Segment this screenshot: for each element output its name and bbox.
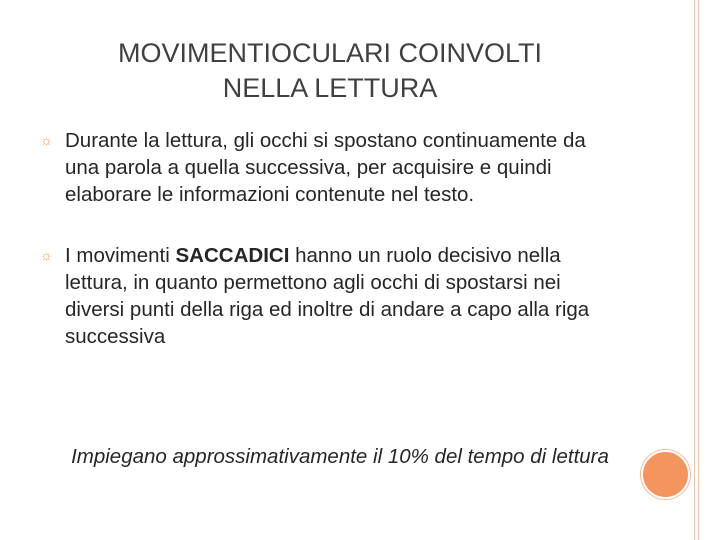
bullet-item [40,127,620,208]
bullet-text: Durante la lettura, gli occhi si spostano continuamente da una parola a quella successiva, per acquisire e quindi elaborare le informazioni contenute nel testo. [65,129,586,206]
bullet-text-before: I movimenti [65,244,176,267]
decorative-rule-outer [694,0,695,540]
bullet-emphasis: SACCADICI [175,244,290,267]
italic-note: Impiegano approssimativamente il 10% del tempo di lettura [71,445,609,468]
slide-title-line-2: NELLA LETTURA [222,73,438,103]
decorative-circle [641,450,690,499]
bullet-text-after: hanno un ruolo decisivo nella lettura, in quanto permettono agli occhi di spostarsi nei diversi punti della riga ed inoltre di andare a capo alla riga successiva [65,244,590,348]
sun-icon: ☼ [40,247,53,263]
decorative-rule-inner [698,0,699,540]
sun-icon: ☼ [40,132,53,148]
slide-title-line-1: MOVIMENTIOCULARI COINVOLTI [117,38,543,68]
bullet-item [40,242,620,350]
bullet-text [65,244,589,348]
bullet-list [40,127,620,350]
slide-title [40,36,620,106]
